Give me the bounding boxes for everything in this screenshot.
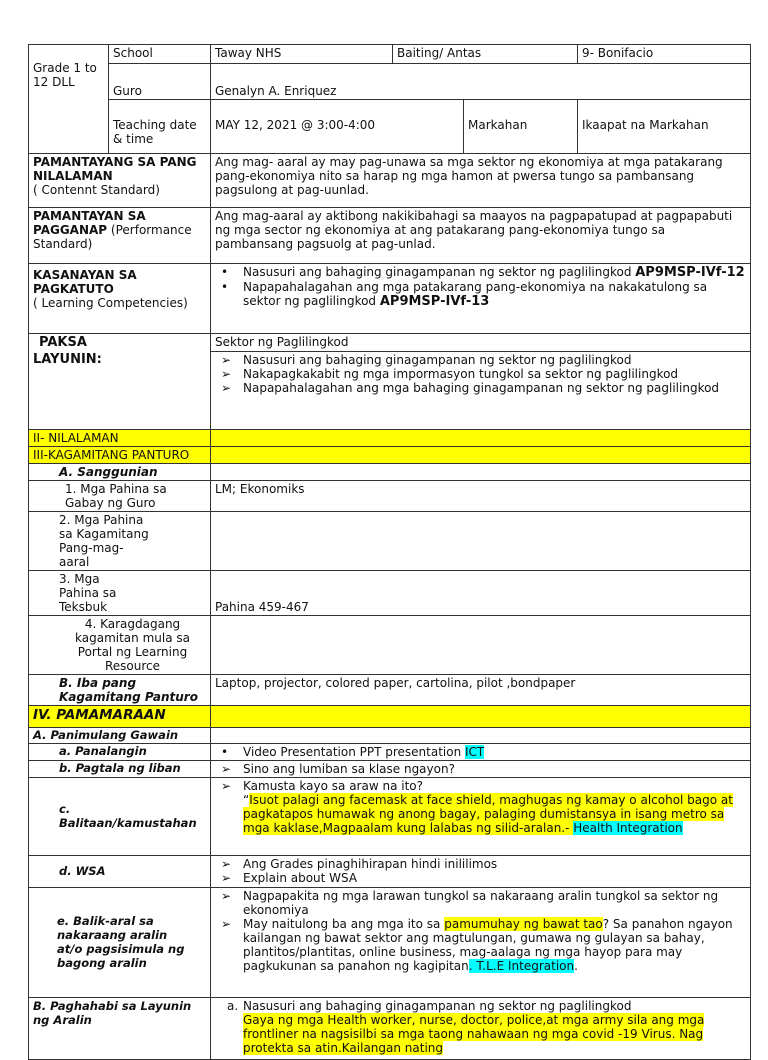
balitaan-value bbox=[211, 777, 751, 855]
markahan-label: Markahan bbox=[464, 100, 578, 154]
paghahabi-label: B. Paghahabi sa Layunin ng Aralin bbox=[29, 997, 211, 1059]
paksa-value: Sektor ng Paglilingkod bbox=[211, 334, 751, 352]
grade-label: Grade 1 to 12 DLL bbox=[29, 45, 109, 154]
teaching-value: MAY 12, 2021 @ 3:00-4:00 bbox=[211, 100, 464, 154]
school-label: School bbox=[109, 45, 211, 64]
pamamaraan-label: IV. PAMAMARAAN bbox=[29, 705, 211, 727]
balik-aral-value bbox=[211, 887, 751, 997]
pamamaraan-value bbox=[211, 705, 751, 727]
guro-label: Guro bbox=[109, 64, 211, 100]
layunin-item: ➢ Napapahalagahan ang mga bahaging ginagampanan ng sektor ng paglilingkod bbox=[221, 380, 720, 395]
pagtala-label: b. Pagtala ng liban bbox=[29, 760, 211, 777]
wsa-value bbox=[211, 855, 751, 887]
performance-standard-label: PAMANTAYAN SA PAGGANAP (Performance Standard) bbox=[29, 208, 211, 264]
markahan-value: Ikaapat na Markahan bbox=[578, 100, 751, 154]
iba-pang-value: Laptop, projector, colored paper, cartolina, pilot ,bondpaper bbox=[211, 674, 751, 705]
school-value: Taway NHS bbox=[211, 45, 393, 64]
pagtala-item: ➢ Sino ang lumiban sa klase ngayon? bbox=[221, 761, 455, 776]
panimula-value bbox=[211, 727, 751, 743]
sanggunian-label: A. Sanggunian bbox=[29, 463, 211, 480]
iba-pang-label: B. Iba pang Kagamitang Panturo bbox=[29, 674, 211, 705]
nilalaman-label: II- NILALAMAN bbox=[29, 429, 211, 446]
content-standard-label: PAMANTAYANG SA PANG NILALAMAN ( Contennt Standard) bbox=[29, 154, 211, 208]
tle-integration-tag: . T.L.E Integration bbox=[468, 958, 575, 973]
panalangin-item: • Video Presentation PPT presentation ICT bbox=[221, 744, 485, 759]
kagamitang-value bbox=[211, 446, 751, 463]
layunin-label: LAYUNIN: bbox=[29, 351, 211, 429]
paghahabi-value bbox=[211, 997, 751, 1059]
competencies-list bbox=[211, 264, 751, 334]
sanggunian-item-4-value bbox=[211, 615, 751, 674]
panalangin-value bbox=[211, 743, 751, 760]
performance-standard-text: Ang mag-aaral ay aktibong nakikibahagi sa maayos na pagpapatupad at pagpapabuti ng mga sector ng ekonomiya at ang patakarang pang-ekonomiya tungo sa pambansang pagsuolg at pag-unlad. bbox=[211, 208, 751, 264]
layunin-item: ➢ Nasusuri ang bahaging ginagampanan ng sektor ng paglilingkod bbox=[221, 352, 632, 367]
wsa-item: ➢ Explain about WSA bbox=[221, 870, 358, 885]
nilalaman-value bbox=[211, 429, 751, 446]
balik-aral-item: ➢ Nagpapakita ng mga larawan tungkol sa nakaraang aralin tungkol sa sektor ng ekonomiya bbox=[221, 888, 719, 917]
dll-table bbox=[28, 44, 751, 1060]
panalangin-label: a. Panalangin bbox=[29, 743, 211, 760]
balitaan-question: ➢ Kamusta kayo sa araw na ito? bbox=[221, 778, 423, 793]
sanggunian-item-3-label: 3. Mga Pahina sa Teksbuk bbox=[29, 570, 211, 615]
health-integration-tag: Health Integration bbox=[573, 820, 683, 835]
sanggunian-value bbox=[211, 463, 751, 480]
sanggunian-item-3-value: Pahina 459-467 bbox=[211, 570, 751, 615]
paksa-label: PAKSA bbox=[29, 334, 211, 352]
guro-value: Genalyn A. Enriquez bbox=[211, 64, 751, 100]
balitaan-quote: “Isuot palagi ang facemask at face shield, maghugas ng kamay o alcohol bago at pagkatapos humawak ng anong bagay, palaging dumistansya in isang metro sa mga kaklase,Magpaalam kung lalabas ng silid-aralan.- Health Integration bbox=[243, 792, 733, 835]
competencies-label: KASANAYAN SA PAGKATUTO ( Learning Competencies) bbox=[29, 264, 211, 334]
balitaan-label: c. Balitaan/kamustahan bbox=[29, 777, 211, 855]
sanggunian-item-1-value: LM; Ekonomiks bbox=[211, 480, 751, 511]
balik-aral-item: ➢ May naitulong ba ang mga ito sa pamumuhay ng bawat tao? Sa panahon ngayon kailangan ng bawat sektor ang magtulungan, gumawa ng gulayan sa bahay, plantitos/plantitas, online business, mag-aalaga ng mga hayop para may pagkukunan sa panahon ng kagipitan. T.L.E Integration. bbox=[221, 916, 733, 973]
balik-aral-label: e. Balik-aral sa nakaraang aralin at/o pagsisimula ng bagong aralin bbox=[29, 887, 211, 997]
sanggunian-item-2-value bbox=[211, 511, 751, 570]
kagamitang-label: III-KAGAMITANG PANTURO bbox=[29, 446, 211, 463]
panimula-label: A. Panimulang Gawain bbox=[29, 727, 211, 743]
teaching-label: Teaching date & time bbox=[109, 100, 211, 154]
competency-item: • Napapahalagahan ang mga patakarang pang-ekonomiya na nakakatulong sa sektor ng paglilingkod AP9MSP-IVf-13 bbox=[221, 280, 708, 309]
content-standard-text: Ang mag- aaral ay may pag-unawa sa mga sektor ng ekonomiya at mga patakarang pang-ekonomiya nito sa harap ng mga hamon at pwersa tungo sa pambansang pagsulong at pag-uunlad. bbox=[211, 154, 751, 208]
layunin-item: ➢ Nakapagkakabit ng mga impormasyon tungkol sa sektor ng paglilingkod bbox=[221, 366, 679, 381]
ict-tag: ICT bbox=[465, 744, 485, 759]
baitang-value: 9- Bonifacio bbox=[578, 45, 751, 64]
pagtala-value bbox=[211, 760, 751, 777]
baitang-label: Baiting/ Antas bbox=[393, 45, 578, 64]
competency-item: • Nasusuri ang bahaging ginagampanan ng sektor ng paglilingkod AP9MSP-IVf-12 bbox=[221, 265, 745, 280]
paghahabi-item: a. Nasusuri ang bahaging ginagampanan ng sektor ng paglilingkod Gaya ng mga Health worker, nurse, doctor, police,at mga army sila ang mga frontliner na nagsisilbi sa mga taong nahawaan ng mga covid -19 Virus. Nag protekta sa atin.Kailangan nating bbox=[227, 998, 705, 1055]
sanggunian-item-4-label: 4. Karagdagang kagamitan mula sa Portal ng Learning Resource bbox=[29, 615, 211, 674]
sanggunian-item-2-label: 2. Mga Pahina sa Kagamitang Pang-mag-aaral bbox=[29, 511, 211, 570]
wsa-label: d. WSA bbox=[29, 855, 211, 887]
layunin-list bbox=[211, 351, 751, 429]
wsa-item: ➢ Ang Grades pinaghihirapan hindi inililimos bbox=[221, 856, 498, 871]
sanggunian-item-1-label: 1. Mga Pahina sa Gabay ng Guro bbox=[29, 480, 211, 511]
